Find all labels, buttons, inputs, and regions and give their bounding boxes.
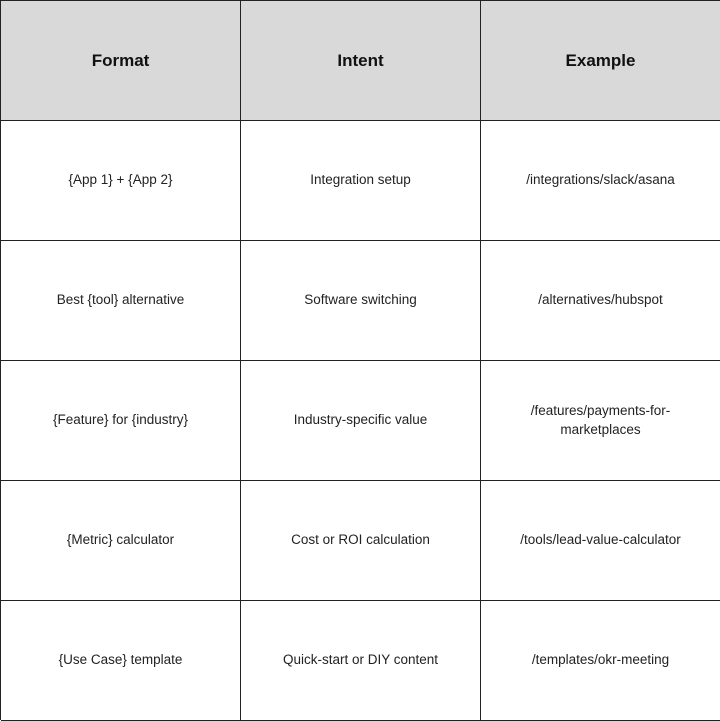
cell-text: /alternatives/hubspot (538, 292, 663, 308)
table-cell-format (1, 361, 241, 481)
cell-text: Cost or ROI calculation (291, 532, 430, 548)
cell-text: {Metric} calculator (66, 532, 175, 548)
table-cell-example (481, 481, 720, 601)
cell-text: /features/payments-for-marketplaces (530, 402, 671, 437)
cell-text: Integration setup (310, 172, 411, 188)
column-header-label: Format (91, 50, 150, 70)
cell-text: Quick-start or DIY content (282, 652, 439, 668)
table-cell-format (1, 121, 241, 241)
table-cell-intent (241, 361, 481, 481)
table-cell-example (481, 361, 720, 481)
cell-text: Best {tool} alternative (56, 292, 185, 308)
table-cell-intent (241, 601, 481, 721)
cell-text: Industry-specific value (293, 412, 428, 428)
column-header-intent (241, 1, 481, 121)
table-cell-example (481, 241, 720, 361)
cell-text: {Use Case} template (58, 652, 183, 668)
column-header-format (1, 1, 241, 121)
cell-text: {App 1} + {App 2} (68, 172, 173, 188)
column-header-example (481, 1, 720, 121)
cell-text: /tools/lead-value-calculator (520, 532, 681, 548)
cell-text: Software switching (304, 292, 417, 308)
cell-text: /integrations/slack/asana (526, 172, 675, 188)
cell-text: {Feature} for {industry} (52, 412, 189, 428)
column-header-label: Example (565, 50, 636, 70)
table-cell-example (481, 121, 720, 241)
table-cell-format (1, 601, 241, 721)
table-cell-intent (241, 121, 481, 241)
cell-text: /templates/okr-meeting (531, 652, 670, 668)
column-header-label: Intent (337, 50, 384, 70)
table-cell-format (1, 481, 241, 601)
table-cell-example (481, 601, 720, 721)
table-cell-intent (241, 481, 481, 601)
table-cell-intent (241, 241, 481, 361)
table-cell-format (1, 241, 241, 361)
